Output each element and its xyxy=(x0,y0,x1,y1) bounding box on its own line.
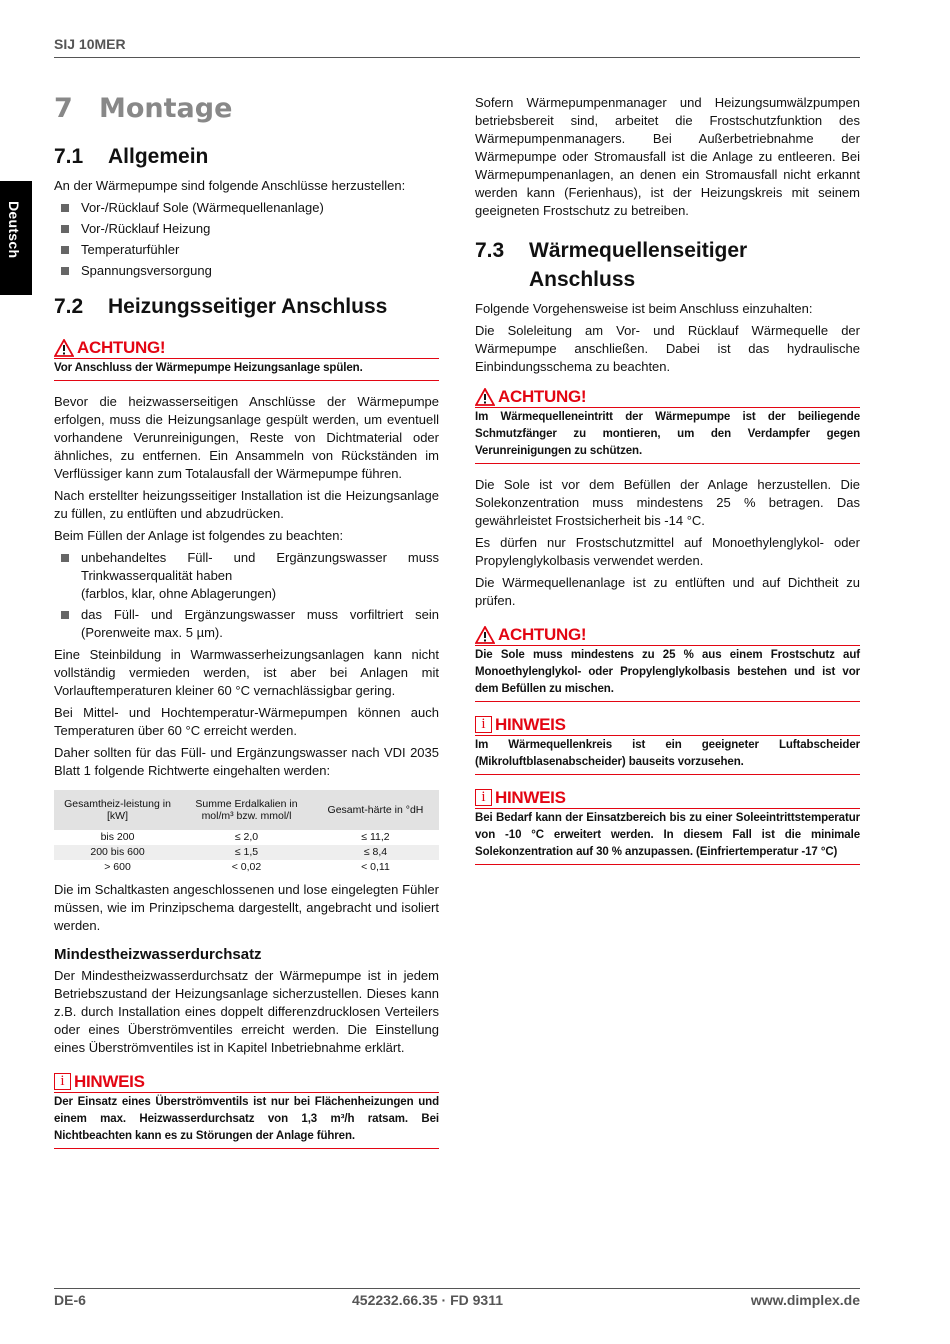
language-label: Deutsch xyxy=(6,201,22,259)
page-footer xyxy=(54,1288,860,1318)
page-header xyxy=(54,34,860,58)
list-item: Vor-/Rücklauf Heizung xyxy=(54,220,439,238)
paragraph: Sofern Wärmepumpenmanager und Heizungsumwälzpumpen betriebsbereit sind, arbeitet die Frostschutzfunktion des Wärmepumpenmanagers. Bei Außerbetriebnahme der Wärmepumpe oder Stromausfall ist die Anlage zu entleeren. Bei Wärmepumpenanlagen, an denen ein Stromausfall nicht erkannt werden kann (Ferienhaus), ist der Heizungskreis mit seinem geeigneten Frostschutz zu betreiben. xyxy=(475,95,860,218)
paragraph: Der Mindestheizwasserdurchsatz der Wärmepumpe ist in jedem Betriebszustand der Heizungsanlage sicherzustellen. Dieses kann z.B. durch Installation eines doppelt differenzdrucklosen Verteilers oder eines Überströmventiles erreicht werden. Die Einstellung eines Überströmventiles ist in Kapitel Inbetriebnahme erklärt. xyxy=(54,968,439,1055)
paragraph: Folgende Vorgehensweise ist beim Anschluss einzuhalten: xyxy=(475,301,813,316)
chapter-heading xyxy=(54,94,439,124)
table-header-cell: Summe Erdalkalien in mol/m³ bzw. mmol/l xyxy=(181,790,312,830)
page-number: DE-6 xyxy=(54,1292,86,1308)
paragraph: Daher sollten für das Füll- und Ergänzungswasser nach VDI 2035 Blatt 1 folgende Richtwerte eingehalten werden: xyxy=(54,745,439,778)
paragraph: Bevor die heizwasserseitigen Anschlüsse der Wärmepumpe erfolgen, muss die Heizungsanlage gespült werden, um eventuell vorhandene Verunreinigungen, Reste von Dichtmaterial oder ähnliches, zu entfernen. Ein Ansammeln von Rückständen im Verflüssiger kann zum Totalausfall der Wärmepumpe führen. xyxy=(54,394,439,481)
model-name: SIJ 10MER xyxy=(54,36,126,52)
table-row xyxy=(54,860,439,875)
info-header xyxy=(475,787,860,809)
table-header-cell: Gesamtheiz-leistung in [kW] xyxy=(54,790,181,830)
right-column xyxy=(475,94,860,877)
section-number: 7.1 xyxy=(54,145,84,168)
subsection-title: Mindestheizwasserdurchsatz xyxy=(54,946,262,963)
section-number: 7.3 xyxy=(475,239,505,262)
warning-box xyxy=(54,337,439,381)
warning-triangle-icon xyxy=(54,339,74,357)
list-item: Vor-/Rücklauf Sole (Wärmequellenanlage) xyxy=(54,199,439,217)
table-cell: ≤ 2,0 xyxy=(234,831,259,843)
connection-list xyxy=(54,199,439,280)
info-title: HINWEIS xyxy=(74,1071,145,1091)
list-item xyxy=(54,549,439,603)
section-heading-7-1 xyxy=(54,142,439,171)
website-link[interactable]: www.dimplex.de xyxy=(750,1292,860,1308)
table-cell: 200 bis 600 xyxy=(54,845,181,860)
fill-requirements-list xyxy=(54,549,439,642)
section-title: Heizungsseitiger Anschluss xyxy=(108,295,388,318)
paragraph: Die im Schaltkasten angeschlossenen und lose eingelegten Fühler müssen, wie im Prinzipschema dargestellt, angebracht und isoliert werden. xyxy=(54,882,439,933)
table-cell: ≤ 8,4 xyxy=(312,845,439,860)
paragraph: Die Wärmequellenanlage ist zu entlüften und auf Dichtheit zu prüfen. xyxy=(475,575,860,608)
warning-title: ACHTUNG! xyxy=(77,337,166,357)
table-cell: bis 200 xyxy=(100,831,135,843)
warning-title: ACHTUNG! xyxy=(498,386,587,406)
table-header-row xyxy=(54,790,439,830)
warning-header xyxy=(475,386,860,408)
table-row xyxy=(54,830,439,845)
info-icon: i xyxy=(475,716,492,733)
info-icon: i xyxy=(54,1073,71,1090)
info-header xyxy=(54,1071,439,1093)
section-heading-7-3 xyxy=(475,236,860,294)
info-text: Bei Bedarf kann der Einsatzbereich bis zu einer Soleeintrittstemperatur von -10 °C erweitert werden. In diesem Fall ist die minimale Solekonzentration auf 30 % anzupassen. (Einfriertemperatur -17 °C) xyxy=(475,809,860,865)
section-number: 7.2 xyxy=(54,295,84,318)
table-cell: ≤ 11,2 xyxy=(361,831,390,843)
paragraph: Eine Steinbildung in Warmwasserheizungsanlagen kann nicht vollständig vermieden werden, ist aber bei Anlagen mit Vorlauftemperaturen kleiner 60 °C vernachlässigbar gering. xyxy=(54,647,439,698)
list-item-text: unbehandeltes Füll- und Ergänzungswasser muss Trinkwasserqualität haben xyxy=(81,550,439,583)
section-heading-7-2 xyxy=(54,292,439,321)
info-title: HINWEIS xyxy=(495,714,566,734)
info-text: Im Wärmequellenkreis ist ein geeigneter Luftabscheider (Mikroluftblasenabscheider) bauseits vorzusehen. xyxy=(475,736,860,775)
warning-box xyxy=(475,624,860,702)
warning-header xyxy=(475,624,860,646)
warning-text: Die Sole muss mindestens zu 25 % aus einem Frostschutz auf Monoethylenglykol- oder Propylenglykolbasis bestehen und ist vor dem Befüllen zu mischen. xyxy=(475,646,860,702)
warning-triangle-icon xyxy=(475,626,495,644)
table-header-cell: Gesamt-härte in °dH xyxy=(312,790,439,830)
list-item-note: (farblos, klar, ohne Ablagerungen) xyxy=(81,586,277,601)
paragraph: Bei Mittel- und Hochtemperatur-Wärmepumpen können auch Temperaturen über 60 °C erreicht werden. xyxy=(54,705,439,738)
paragraph: Die Sole ist vor dem Befüllen der Anlage herzustellen. Die Solekonzentration muss mindestens 25 % betragen. Das gewährleistet Frostsicherheit bis -14 °C. xyxy=(475,477,860,528)
table-cell: > 600 xyxy=(104,861,131,873)
list-item: das Füll- und Ergänzungswasser muss vorfiltriert sein (Porenweite max. 5 µm). xyxy=(54,606,439,642)
table-row xyxy=(54,845,439,860)
chapter-number: 7 xyxy=(54,93,73,124)
paragraph: Es dürfen nur Frostschutzmittel auf Monoethylenglykol- oder Propylenglykolbasis verwendet werden. xyxy=(475,535,860,568)
paragraph: Die Soleleitung am Vor- und Rücklauf Wärmequelle der Wärmepumpe anschließen. Dabei ist das hydraulische Einbindungsschema zu beachten. xyxy=(475,323,860,374)
left-column xyxy=(54,94,439,1161)
warning-header xyxy=(54,337,439,359)
info-title: HINWEIS xyxy=(495,787,566,807)
info-box xyxy=(54,1071,439,1149)
warning-title: ACHTUNG! xyxy=(498,624,587,644)
list-item: Spannungsversorgung xyxy=(54,262,439,280)
list-item: Temperaturfühler xyxy=(54,241,439,259)
table-cell: ≤ 1,5 xyxy=(181,845,312,860)
chapter-title: Montage xyxy=(99,93,233,124)
section-title: Wärmequellenseitiger Anschluss xyxy=(529,239,748,291)
table-cell: < 0,11 xyxy=(361,861,390,873)
paragraph: An der Wärmepumpe sind folgende Anschlüsse herzustellen: xyxy=(54,178,406,193)
table-cell: < 0,02 xyxy=(231,861,262,873)
warning-text: Im Wärmequelleneintritt der Wärmepumpe ist der beiliegende Schmutzfänger zu montieren, um den Verdampfer gegen Verunreinigungen zu schützen. xyxy=(475,408,860,464)
info-header xyxy=(475,714,860,736)
info-box xyxy=(475,787,860,865)
water-values-table xyxy=(54,790,439,875)
info-icon: i xyxy=(475,789,492,806)
paragraph: Nach erstellter heizungsseitiger Installation ist die Heizungsanlage zu füllen, zu entlüften und abzudrücken. xyxy=(54,488,439,521)
section-title: Allgemein xyxy=(108,145,209,168)
warning-box xyxy=(475,386,860,464)
document-number: 452232.66.35 · FD 9311 xyxy=(352,1292,504,1308)
language-tab xyxy=(0,181,32,295)
warning-text: Vor Anschluss der Wärmepumpe Heizungsanlage spülen. xyxy=(54,359,439,381)
paragraph: Beim Füllen der Anlage ist folgendes zu beachten: xyxy=(54,528,344,543)
info-text: Der Einsatz eines Überströmventils ist nur bei Flächenheizungen und einem max. Heizwasserdurchsatz von 1,3 m³/h ratsam. Bei Nichtbeachten kann es zu Störungen der Anlage führen. xyxy=(54,1093,439,1149)
warning-triangle-icon xyxy=(475,388,495,406)
info-box xyxy=(475,714,860,775)
